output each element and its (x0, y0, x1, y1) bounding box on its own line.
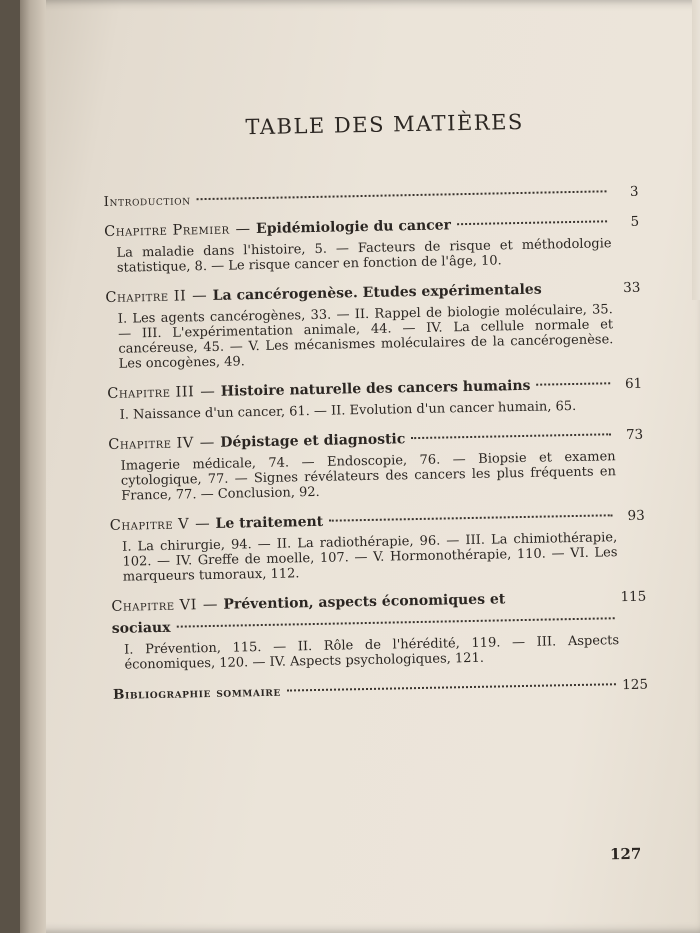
toc-entry-chapter-3: Chapitre III — Histoire naturelle des cancers humains 61 I. Naissance d'un cancer, 61. — II. Evolution d'un cancer humain, 65. (107, 375, 643, 423)
toc-page-number: 125 (622, 676, 649, 694)
dot-leader (411, 433, 611, 439)
dot-leader (197, 190, 607, 200)
toc-page-number: 3 (629, 183, 639, 200)
toc-page-number: 33 (623, 279, 641, 297)
chapter-description: Imagerie médicale, 74. — Endoscopie, 76. — Biopsie et examen cytologique, 77. — Signes révélateurs des cancers les plus fréquents en France, 77. — Conclusion, 92. (120, 449, 617, 504)
toc-page-number: 61 (624, 375, 643, 393)
chapter-subject: Epidémiologie du cancer (255, 217, 452, 238)
dot-leader (287, 683, 616, 691)
table-of-contents (102, 108, 648, 717)
toc-page-number: 5 (630, 213, 640, 230)
dot-leader (329, 514, 613, 521)
chapter-subject: La cancérogenèse. Etudes expérimentales (212, 281, 542, 304)
chapter-subject: Histoire naturelle des cancers humains (220, 377, 531, 400)
chapter-label: Chapitre VI (111, 597, 198, 615)
toc-entry-label: Bibliographie sommaire (112, 683, 281, 703)
chapter-label: Chapitre V (109, 516, 190, 534)
page-folio-number: 127 (609, 844, 642, 864)
chapter-label: Chapitre IV (108, 435, 194, 453)
toc-entry-label: Introduction (103, 192, 191, 210)
chapter-label: Chapitre II (105, 288, 187, 306)
chapter-subject: Prévention, aspects économiques et (223, 591, 506, 613)
toc-entry-chapter-2: Chapitre II — La cancérogenèse. Etudes expérimentales 33 I. Les agents cancérogènes, 33. — II. Rappel de biologie moléculaire, 35. — III. L'expérimentation animale, 44. — IV. La cellule normale et cancéreuse, 45. — V. Les mécanismes moléculaires de la cancérogenèse. Les oncogènes, 49. (105, 279, 641, 372)
chapter-label: Chapitre III (107, 384, 195, 402)
page-gutter-shadow (20, 0, 46, 933)
chapter-subject: Dépistage et diagnostic (220, 431, 406, 451)
chapter-description: I. Les agents cancérogènes, 33. — II. Rappel de biologie moléculaire, 35. — III. L'expérimentation animale, 44. — IV. La cellule normale et cancéreuse, 45. — V. Les mécanismes moléculaires de la cancérogenèse. Les oncogènes, 49. (117, 302, 614, 372)
toc-title: TABLE DES MATIÈRES (245, 109, 525, 140)
toc-entry-chapter-1: Chapitre Premier — Epidémiologie du cancer 5 La maladie dans l'histoire, 5. — Facteurs de risque et méthodologie statistique, 8. — Le risque cancer en fonction de l'âge, 10. (104, 213, 640, 276)
chapter-description: I. Naissance d'un cancer, 61. — II. Evolution d'un cancer humain, 65. (119, 398, 577, 423)
chapter-description: I. La chirurgie, 94. — II. La radiothérapie, 96. — III. La chimiothérapie, 102. — IV. Greffe de moelle, 107. — V. Hormonothérapie, 110. — VI. Les marqueurs tumoraux, 112. (122, 530, 618, 585)
dot-leader (176, 617, 614, 627)
toc-entry-chapter-6: Chapitre VI — Prévention, aspects économiques et 115 sociaux I. Prévention, 115. — II. Rôle de l'hérédité, 119. — III. Aspects économiques, 120. — IV. Aspects psychologiques, 121. (111, 588, 647, 673)
toc-entry-chapter-4: Chapitre IV — Dépistage et diagnostic 73 Imagerie médicale, 74. — Endoscopie, 76. — Biopsie et examen cytologique, 77. — Signes révélateurs des cancers les plus fréquents en France, 77. — Conclusion, 92. (108, 426, 644, 504)
chapter-subject-continued: sociaux (111, 619, 171, 637)
dot-leader (548, 286, 609, 289)
toc-page-number: 93 (627, 507, 645, 524)
toc-entry-bibliography (113, 677, 648, 703)
chapter-subject: Le traitement (215, 513, 324, 532)
page-edge-highlight (692, 0, 700, 300)
chapter-description: I. Prévention, 115. — II. Rôle de l'hérédité, 119. — III. Aspects économiques, 120. — IV. Aspects psychologiques, 121. (124, 633, 620, 673)
toc-entry-chapter-5: Chapitre V — Le traitement 93 I. La chirurgie, 94. — II. La radiothérapie, 96. — III. La chimiothérapie, 102. — IV. Greffe de moelle, 107. — V. Hormonothérapie, 110. — VI. Les marqueurs tumoraux, 112. (109, 507, 645, 585)
toc-page-number: 115 (620, 588, 647, 606)
toc-page-number: 73 (625, 426, 644, 443)
chapter-description: La maladie dans l'histoire, 5. — Facteurs de risque et méthodologie statistique, 8. — Le risque cancer en fonction de l'âge, 10. (116, 236, 612, 276)
book-page (20, 0, 700, 933)
dot-leader (536, 382, 610, 385)
chapter-label: Chapitre Premier (104, 221, 230, 240)
dot-leader (457, 220, 607, 225)
toc-entry-introduction (103, 184, 638, 210)
